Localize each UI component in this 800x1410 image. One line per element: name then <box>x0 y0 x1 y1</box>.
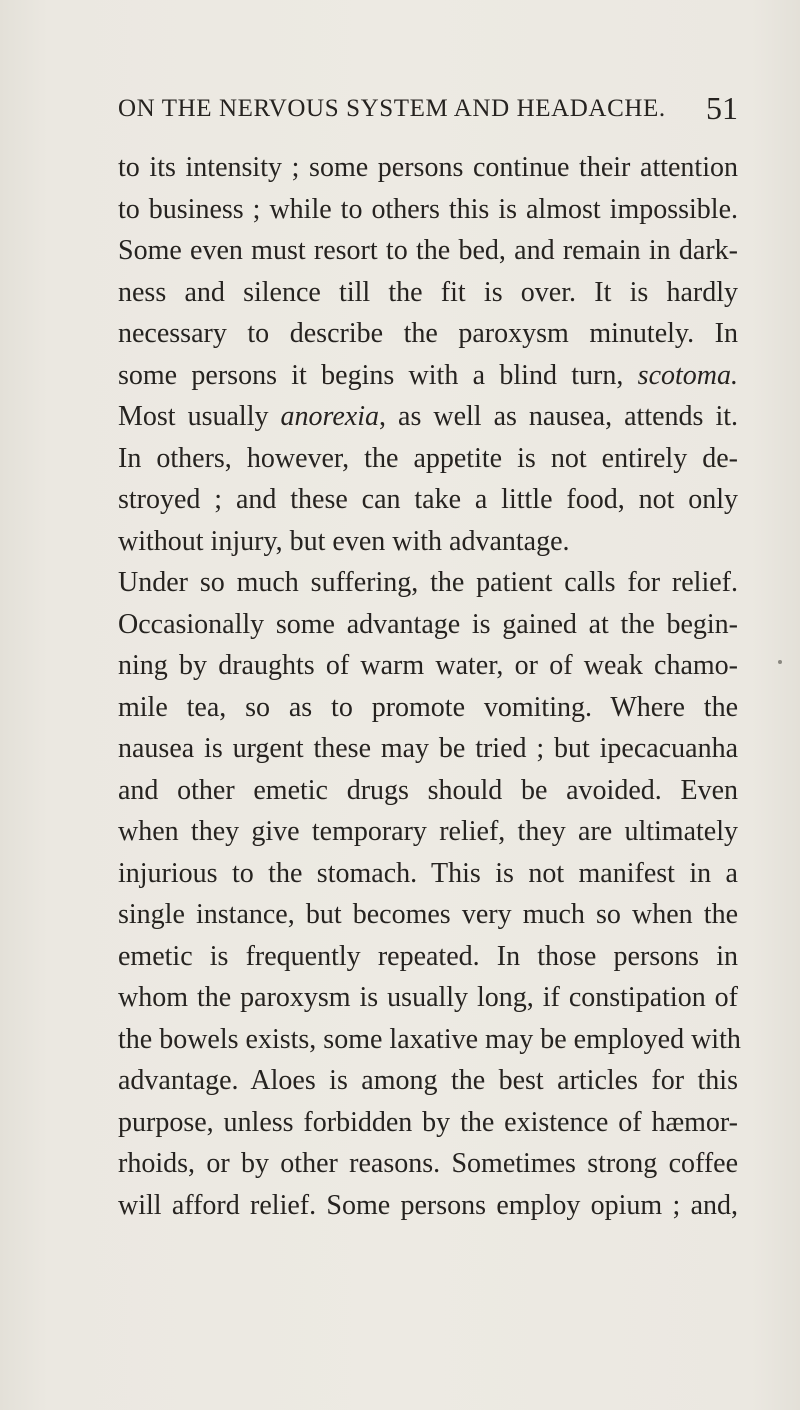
italic-term: scotoma. <box>637 359 738 391</box>
body-text <box>118 147 741 1226</box>
text-line: Under so much suffering, the patient calls for relief. <box>118 567 738 598</box>
italic-term: anorexia <box>280 401 379 432</box>
text-line: stroyed ; and these can take a little food, not only <box>118 484 738 515</box>
running-title: ON THE NERVOUS SYSTEM AND HEADACHE. <box>118 95 666 122</box>
text-line: emetic is frequently repeated. In those persons in <box>118 940 738 972</box>
text-line: ning by draughts of warm water, or of weak chamo- <box>118 650 738 681</box>
page-number: 51 <box>706 90 738 126</box>
text-line: to its intensity ; some persons continue their attention <box>118 152 738 183</box>
text-line: nausea is urgent these may be tried ; but ipecacuanha <box>118 733 738 764</box>
text-line: when they give temporary relief, they are ultimately <box>118 816 738 847</box>
text-line: advantage. Aloes is among the best articles for this <box>118 1065 738 1096</box>
text-line: ness and silence till the fit is over. It is hardly <box>118 276 738 308</box>
text-line: rhoids, or by other reasons. Sometimes strong coffee <box>118 1148 738 1179</box>
text-line: the bowels exists, some laxative may be employed with <box>118 1023 741 1055</box>
text-line: will afford relief. Some persons employ opium ; and, <box>118 1189 738 1221</box>
text-line: whom the paroxysm is usually long, if constipation of <box>118 982 738 1013</box>
text-line: without injury, but even with advantage. <box>118 525 570 557</box>
text-line: mile tea, so as to promote vomiting. Where the <box>118 691 738 723</box>
text-line: Most usually anorexia, as well as nausea, attends it. <box>118 401 738 432</box>
text-line: Some even must resort to the bed, and remain in dark- <box>118 235 738 266</box>
margin-speck <box>778 660 782 664</box>
text-line: necessary to describe the paroxysm minutely. In <box>118 318 738 349</box>
text-line: In others, however, the appetite is not entirely de- <box>118 442 738 474</box>
text-line: injurious to the stomach. This is not manifest in a <box>118 857 738 889</box>
running-head <box>118 92 738 126</box>
text-line: single instance, but becomes very much so when the <box>118 899 738 930</box>
text-line: some persons it begins with a blind turn, scotoma. <box>118 359 738 391</box>
text-line: and other emetic drugs should be avoided. Even <box>118 774 738 806</box>
text-line: Occasionally some advantage is gained at the begin- <box>118 608 738 640</box>
text-line: purpose, unless forbidden by the existence of hæmor- <box>118 1106 738 1138</box>
text-line: to business ; while to others this is almost impossible. <box>118 193 738 225</box>
